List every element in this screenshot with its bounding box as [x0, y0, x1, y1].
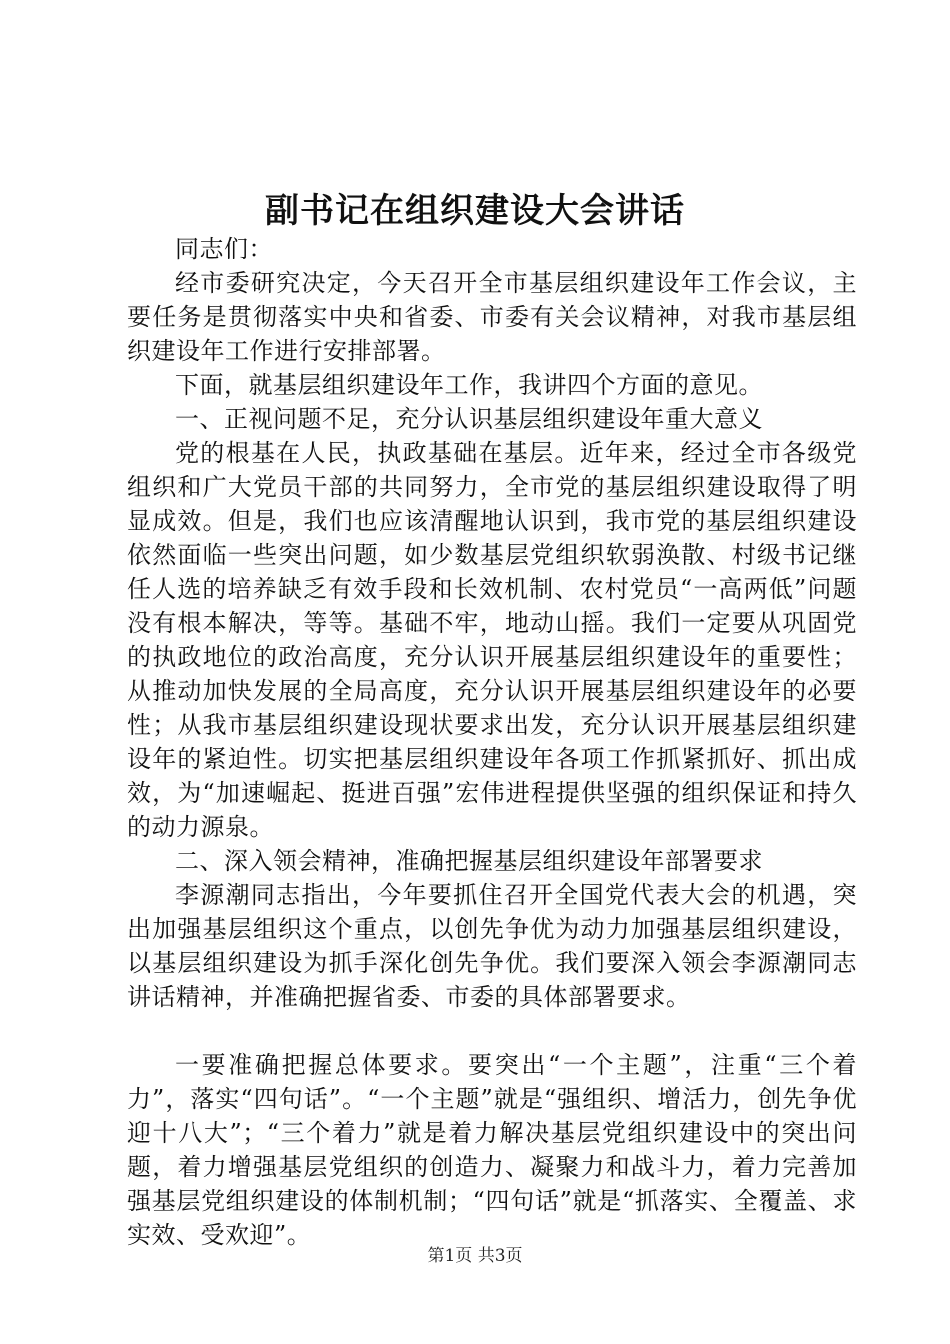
outline-paragraph: 下面，就基层组织建设年工作，我讲四个方面的意见。: [175, 371, 763, 399]
section-2-paragraph: 李源潮同志指出，今年要抓住召开全国党代表大会的机遇，突出加强基层组织这个重点，以创先争优为动力加强基层组织建设，以基层组织建设为抓手深化创先争优。我们要深入领会李源潮同志讲话精神，并准确把握省委、市委的具体部署要求。: [127, 881, 857, 1011]
section-1-paragraph: 党的根基在人民，执政基础在基层。近年来，经过全市各级党组织和广大党员干部的共同努力，全市党的基层组织建设取得了明显成效。但是，我们也应该清醒地认识到，我市党的基层组织建设依然面临一些突出问题，如少数基层党组织软弱涣散、村级书记继任人选的培养缺乏有效手段和长效机制、农村党员“一高两低”问题没有根本解决，等等。基础不牢，地动山摇。我们一定要从巩固党的执政地位的政治高度，充分认识开展基层组织建设年的重要性；从推动加快发展的全局高度，充分认识开展基层组织建设年的必要性；从我市基层组织建设现状要求出发，充分认识开展基层组织建设年的紧迫性。切实把基层组织建设年各项工作抓紧抓好、抓出成效，为“加速崛起、挺进百强”宏伟进程提供坚强的组织保证和持久的动力源泉。: [127, 439, 857, 841]
intro-paragraph: 经市委研究决定，今天召开全市基层组织建设年工作会议，主要任务是贯彻落实中央和省委、市委有关会议精神，对我市基层组织建设年工作进行安排部署。: [127, 269, 857, 365]
salutation: 同志们：: [175, 235, 273, 263]
section-heading-1: 一、正视问题不足，充分认识基层组织建设年重大意义: [175, 405, 763, 433]
section-2-point-1: 一要准确把握总体要求。要突出“一个主题”，注重“三个着力”，落实“四句话”。“一个主题”就是“强组织、增活力，创先争优迎十八大”；“三个着力”就是着力解决基层党组织建设中的突出问题，着力增强基层党组织的创造力、凝聚力和战斗力，着力完善加强基层党组织建设的体制机制；“四句话”就是“抓落实、全覆盖、求实效、受欢迎”。: [127, 1051, 857, 1249]
section-heading-2: 二、深入领会精神，准确把握基层组织建设年部署要求: [175, 847, 763, 875]
page-indicator: 第1页 共3页: [427, 1246, 523, 1266]
document-body: [127, 232, 857, 1252]
document-title: 副书记在组织建设大会讲话: [265, 191, 685, 231]
